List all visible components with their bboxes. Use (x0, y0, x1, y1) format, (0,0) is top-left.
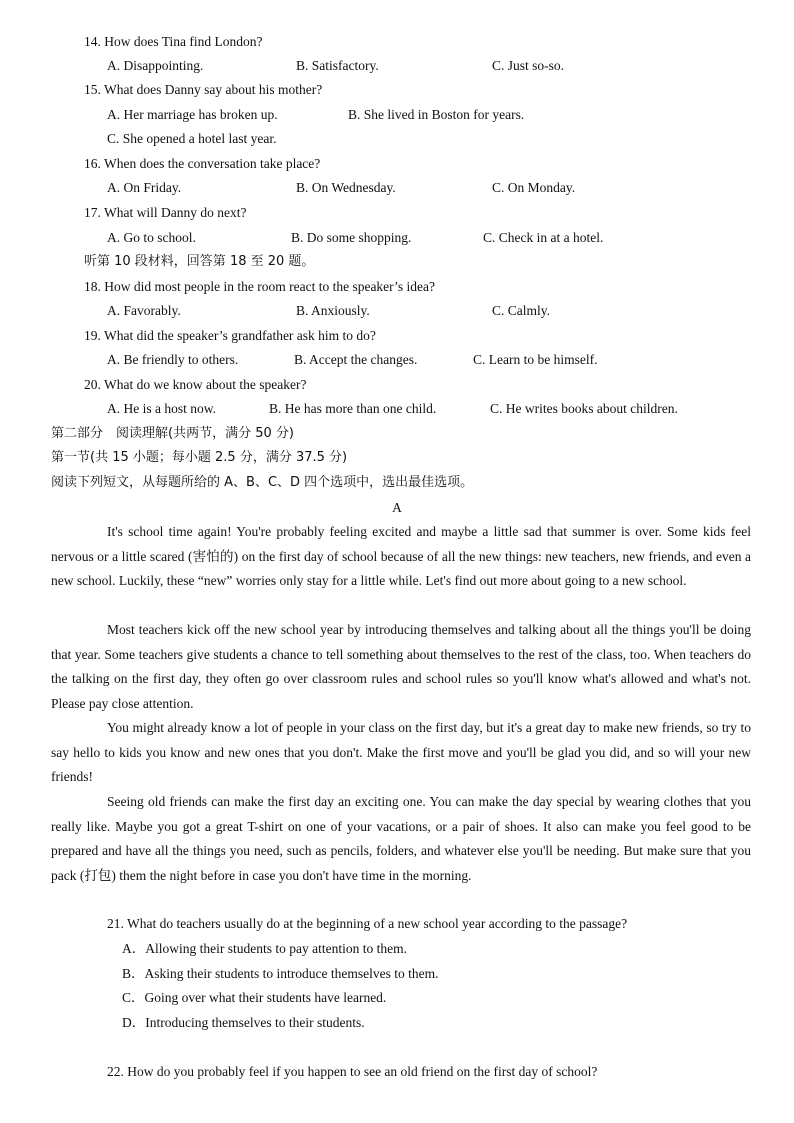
q18-option-b: B. Anxiously. (296, 303, 370, 318)
question-17: 17. What will Danny do next? (84, 205, 247, 220)
q17-option-a: A. Go to school. (107, 230, 196, 245)
q17-option-b: B. Do some shopping. (291, 230, 412, 245)
q16-option-b: B. On Wednesday. (296, 180, 396, 195)
question-18: 18. How did most people in the room react to the speaker’s idea? (84, 279, 436, 294)
q16-option-a: A. On Friday. (107, 180, 182, 195)
paragraph-2 (51, 618, 751, 716)
q16-option-c: C. On Monday. (492, 180, 576, 195)
question-16: 16. When does the conversation take place? (84, 156, 321, 171)
section-10-heading: 听第 10 段材料，回答第 18 至 20 题。 (84, 254, 315, 269)
q14-option-a: A. Disappointing. (107, 58, 204, 73)
q21-option-b: B．Asking their students to introduce themselves to them. (122, 966, 439, 981)
q20-option-b: B. He has more than one child. (269, 401, 437, 416)
question-20: 20. What do we know about the speaker? (84, 377, 307, 392)
paragraph-1 (51, 520, 751, 594)
q21-option-a: A．Allowing their students to pay attention to them. (122, 941, 407, 956)
q20-option-a: A. He is a host now. (107, 401, 216, 416)
paragraph-1-text: It's school time again! You're probably feeling excited and maybe a little sad that summer is over. Some kids feel nervous or a little scared (害怕的) on the first day of school because of all the new things: new teachers, new friends, and even a new school. Luckily, these “new” worries only stay for a little while. Let's find out more about going to a new school. (51, 524, 751, 589)
paragraph-3-text: You might already know a lot of people in your class on the first day, but it's a great day to make new friends, so try to say hello to kids you know and new ones that you don't. Make the first move and you'll be glad you did, and so will your new friends! (51, 720, 751, 785)
paragraph-4-text: Seeing old friends can make the first day an exciting one. You can make the day special by wearing clothes that you really like. Maybe you got a great T-shirt on one of your vacations, or a pair of shoes. It also can make you feel good to be prepared and have all the things you need, such as pencils, folders, and whatever else you'll be needing. But make sure that you pack (打包) them the night before in case you don't have time in the morning. (51, 794, 751, 883)
q21-option-c: C．Going over what their students have learned. (122, 990, 387, 1005)
q18-option-a: A. Favorably. (107, 303, 181, 318)
paragraph-2-text: Most teachers kick off the new school year by introducing themselves and talking about all the things you'll be doing that year. Some teachers give students a chance to tell something about themselves to the rest of the class, too. When teachers do the talking on the first day, they often go over classroom rules and school rules so you'll know what's allowed and what's not. Please pay close attention. (51, 622, 751, 711)
q14-option-b: B. Satisfactory. (296, 58, 379, 73)
question-21: 21. What do teachers usually do at the beginning of a new school year according to the passage? (107, 916, 628, 931)
q20-option-c: C. He writes books about children. (490, 401, 678, 416)
q18-option-c: C. Calmly. (492, 303, 551, 318)
question-14: 14. How does Tina find London? (84, 34, 263, 49)
paragraph-3 (51, 716, 751, 790)
q21-option-d: D．Introducing themselves to their students. (122, 1015, 365, 1030)
section-1-heading: 第一节(共 15 小题；每小题 2.5 分，满分 37.5 分) (51, 450, 348, 465)
passage-letter: A (392, 500, 402, 515)
question-22: 22. How do you probably feel if you happen to see an old friend on the first day of school? (107, 1064, 598, 1079)
reading-instruction: 阅读下列短文，从每题所给的 A、B、C、D 四个选项中，选出最佳选项。 (51, 475, 474, 490)
q17-option-c: C. Check in at a hotel. (483, 230, 604, 245)
question-19: 19. What did the speaker’s grandfather ask him to do? (84, 328, 376, 343)
q15-option-c: C. She opened a hotel last year. (107, 131, 277, 146)
q15-option-a: A. Her marriage has broken up. (107, 107, 278, 122)
part-2-heading: 第二部分 阅读理解(共两节，满分 50 分) (51, 426, 294, 441)
question-15: 15. What does Danny say about his mother? (84, 82, 323, 97)
q19-option-b: B. Accept the changes. (294, 352, 418, 367)
q19-option-a: A. Be friendly to others. (107, 352, 239, 367)
paragraph-4 (51, 790, 751, 888)
q14-option-c: C. Just so-so. (492, 58, 565, 73)
q15-option-b: B. She lived in Boston for years. (348, 107, 525, 122)
q19-option-c: C. Learn to be himself. (473, 352, 598, 367)
